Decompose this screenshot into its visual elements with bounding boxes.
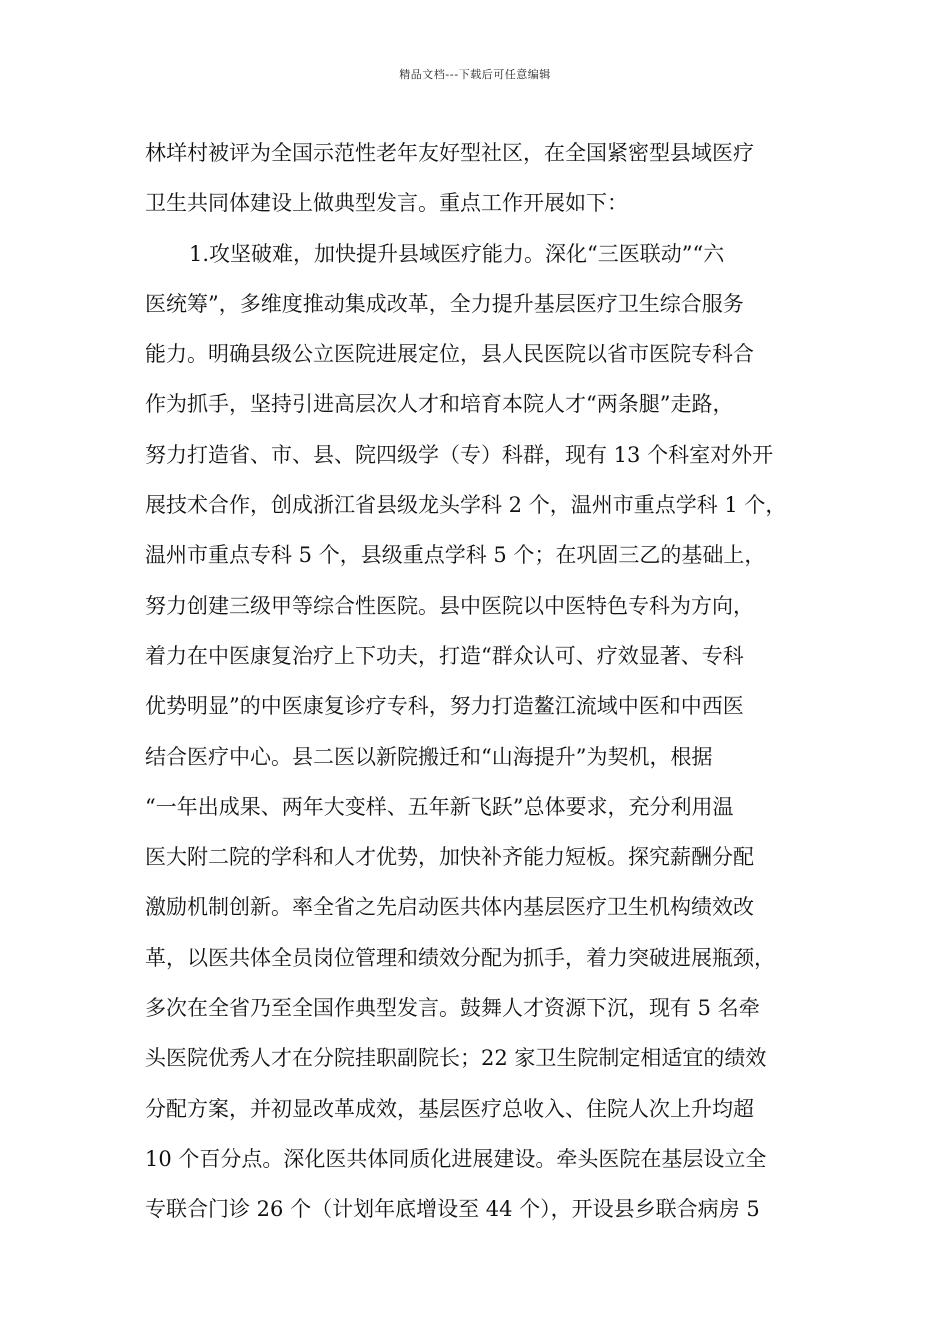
text-line: 革，以医共体全员岗位管理和绩效分配为抓手，着力突破进展瓶颈，: [145, 945, 775, 970]
text-line: 分配方案，并初显改革成效，基层医疗总收入、住院人次上升均超: [145, 1096, 754, 1121]
text-line: 着力在中医康复治疗上下功夫，打造“群众认可、疗效显著、专科: [145, 643, 744, 668]
text-line: 专联合门诊 26 个（计划年底增设至 44 个），开设县乡联合病房 5: [145, 1197, 760, 1222]
text-line: 努力打造省、市、县、院四级学（专）科群，现有 13 个科室对外开: [145, 442, 774, 467]
text-line: 林垟村被评为全国示范性老年友好型社区，在全国紧密型县域医疗: [145, 141, 754, 165]
text-line: 结合医疗中心。县二医以新院搬迁和“山海提升”为契机，根据: [145, 744, 713, 769]
text-line: 温州市重点专科 5 个，县级重点学科 5 个；在巩固三乙的基础上，: [145, 543, 766, 568]
text-line: 多次在全省乃至全国作典型发言。鼓舞人才资源下沉，现有 5 名牵: [145, 996, 760, 1021]
text-line: 医大附二院的学科和人才优势，加快补齐能力短板。探究薪酬分配: [145, 845, 754, 870]
text-line: 努力创建三级甲等综合性医院。县中医院以中医特色专科为方向，: [145, 593, 754, 618]
paragraph-heading-line: 1.攻坚破难，加快提升县域医疗能力。深化“三医联动”“六: [189, 241, 725, 266]
text-line: 10 个百分点。深化医共体同质化进展建设。牵头医院在基层设立全: [145, 1146, 767, 1171]
text-line: 头医院优秀人才在分院挂职副院长；22 家卫生院制定相适宜的绩效: [145, 1046, 767, 1071]
text-line: 医统筹”，多维度推动集成改革，全力提升基层医疗卫生综合服务: [145, 291, 744, 316]
text-line: 展技术合作，创成浙江省县级龙头学科 2 个，温州市重点学科 1 个，: [145, 493, 787, 518]
page-header: 精品文档---下载后可任意编辑: [399, 68, 551, 81]
text-line: 激励机制创新。率全省之先启动医共体内基层医疗卫生机构绩效改: [145, 895, 754, 920]
text-line: 能力。明确县级公立医院进展定位，县人民医院以省市医院专科合: [145, 342, 754, 367]
text-line: 作为抓手，坚持引进高层次人才和培育本院人才“两条腿”走路，: [145, 392, 734, 417]
text-line: 优势明显”的中医康复诊疗专科，努力打造鳌江流域中医和中西医: [145, 694, 744, 719]
body-text: [145, 128, 825, 1235]
text-line: 卫生共同体建设上做典型发言。重点工作开展如下：: [145, 191, 628, 216]
text-line: “一年出成果、两年大变样、五年新飞跃”总体要求，充分利用温: [145, 794, 734, 819]
